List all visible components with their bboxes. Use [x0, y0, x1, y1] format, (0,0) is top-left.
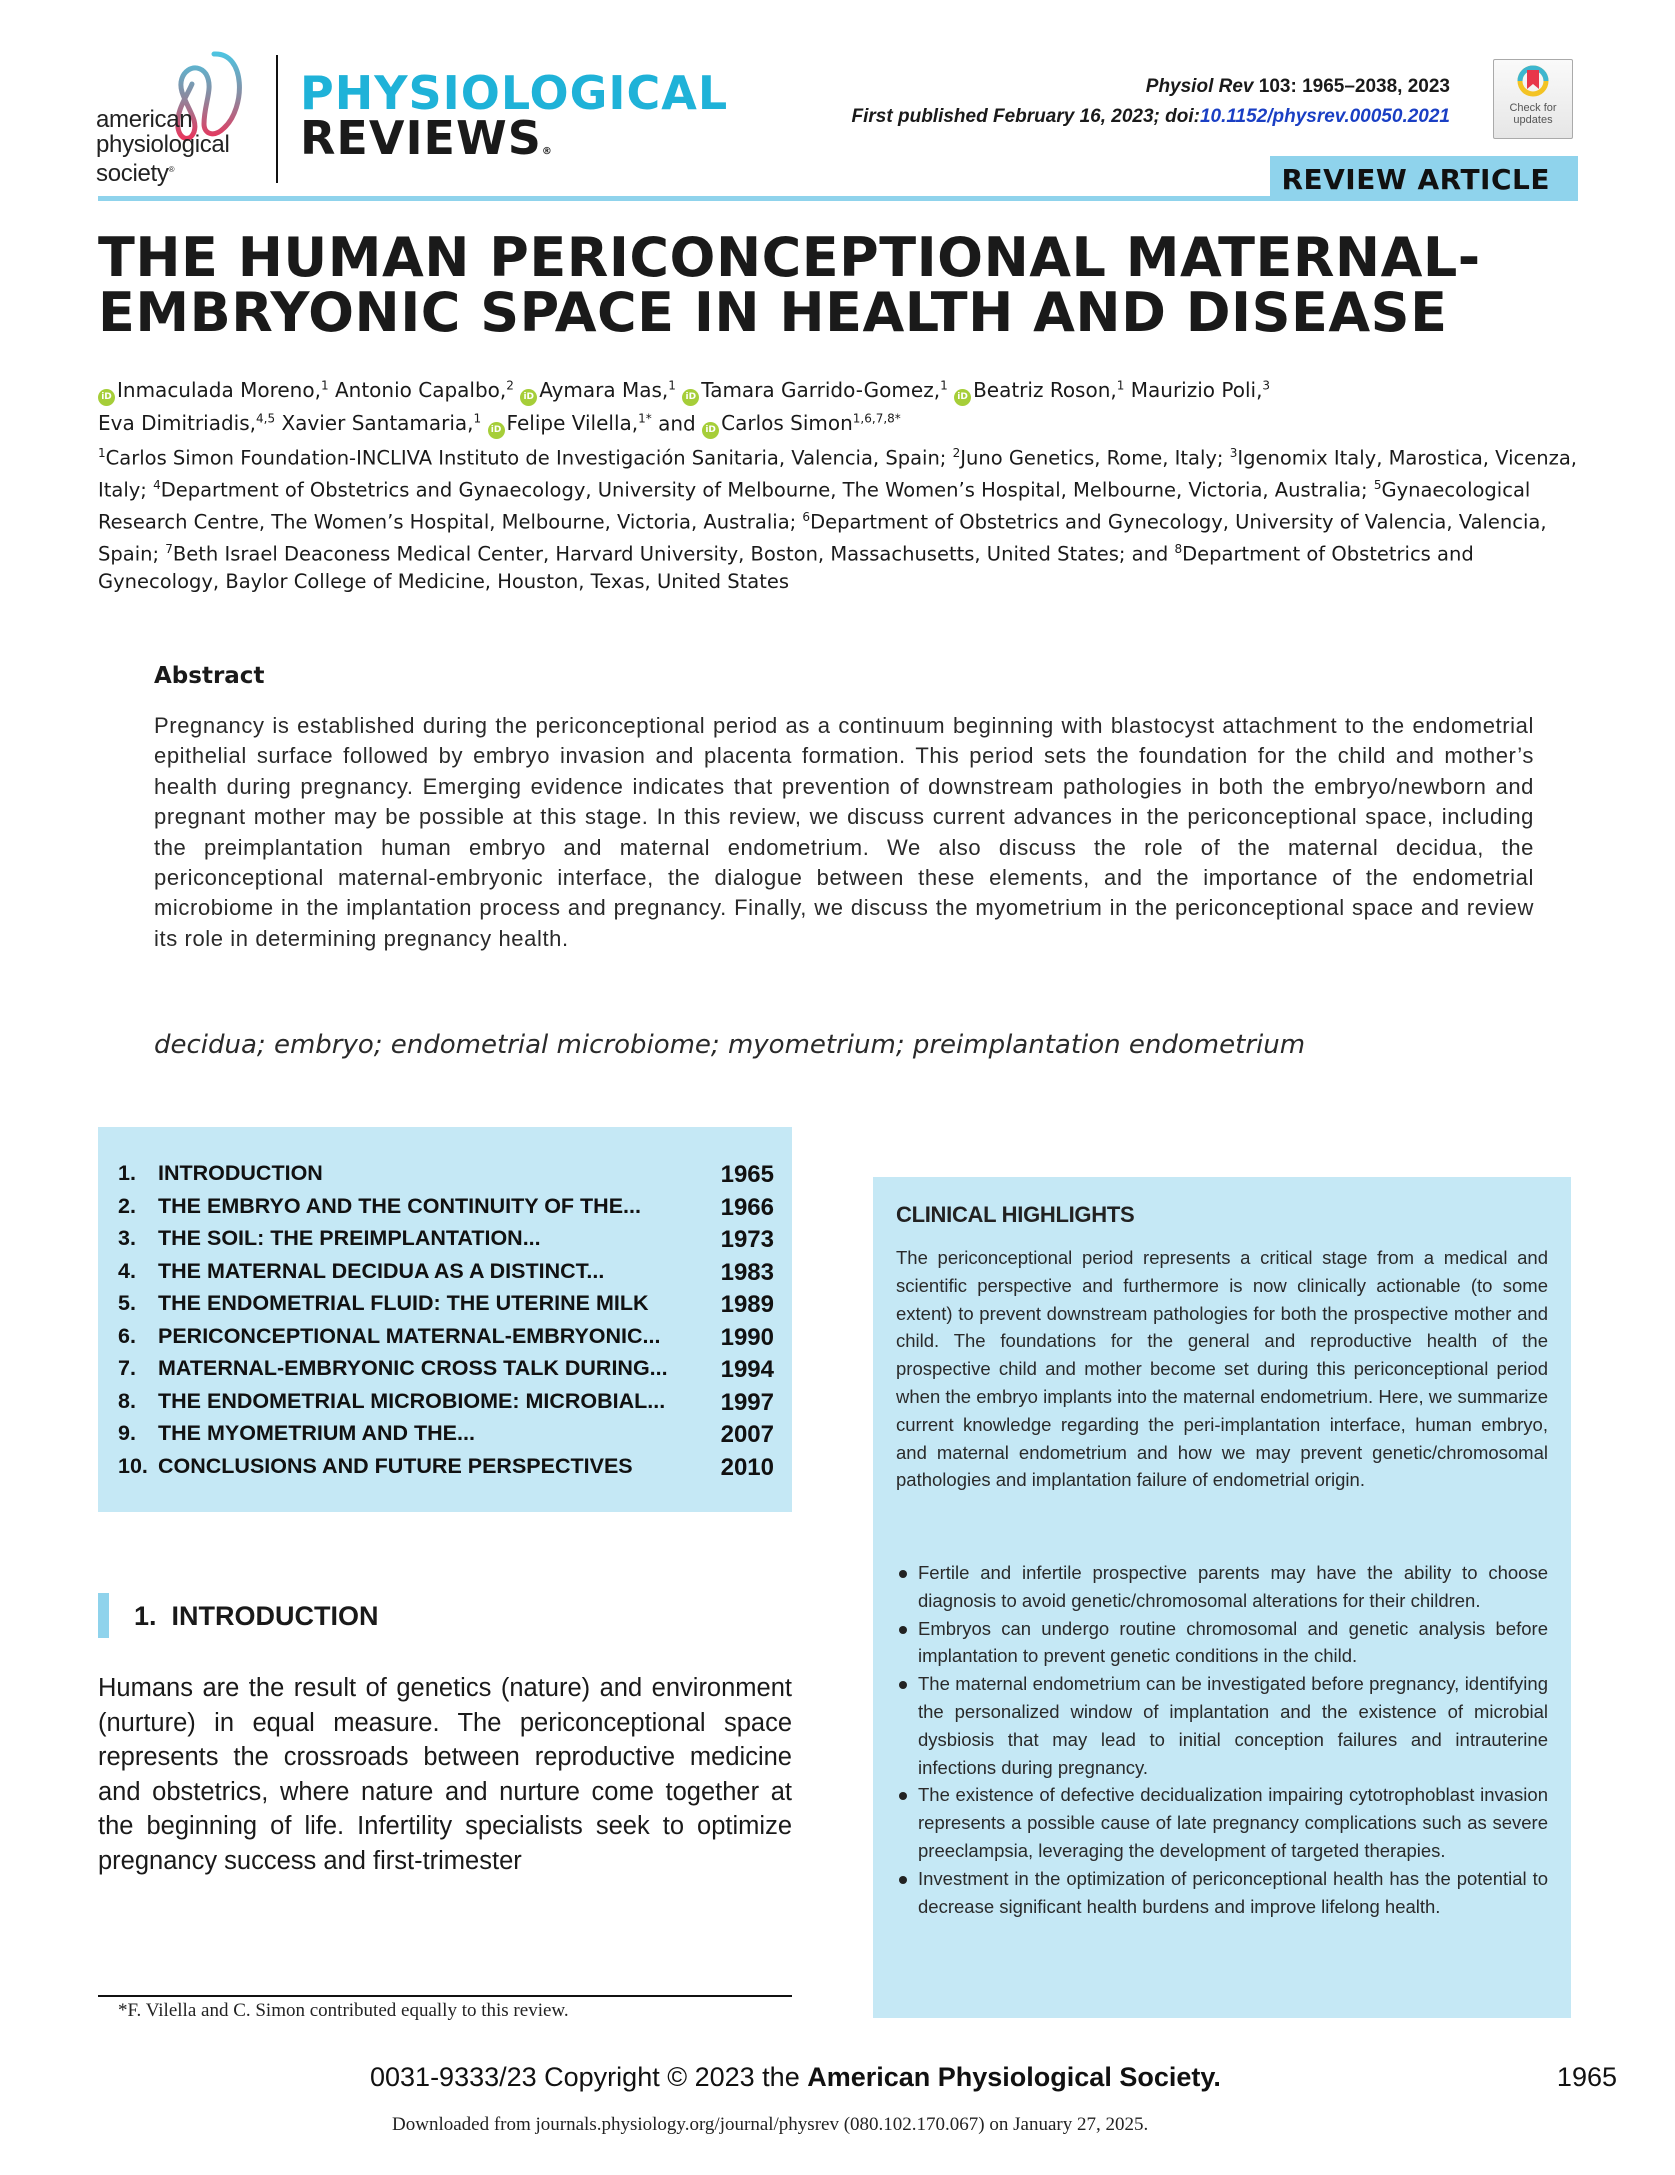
check-updates-line: updates [1513, 114, 1553, 126]
clinical-highlight-item [896, 1615, 1548, 1671]
affiliation-number: 1 [98, 446, 106, 460]
toc-entry-number: 5. [118, 1291, 136, 1315]
orcid-icon[interactable]: iD [702, 422, 719, 439]
copyright-owner: American Physiological Society. [807, 2062, 1221, 2092]
journal-name-line2 [300, 111, 553, 175]
registered-mark: ® [541, 146, 553, 157]
article-type-badge [1270, 156, 1578, 201]
toc-entry[interactable] [118, 1356, 774, 1389]
copyright-line [370, 2062, 1221, 2093]
keywords: decidua; embryo; endometrial microbiome; myometrium; preimplantation endometrium [154, 1030, 1306, 1060]
toc-entry-page: 1989 [720, 1291, 774, 1318]
toc-entry[interactable] [118, 1291, 774, 1324]
toc-entry-page: 1973 [720, 1226, 774, 1253]
author-name: Maurizio Poli, [1130, 377, 1263, 402]
author[interactable] [702, 411, 901, 435]
author-affiliation-ref: 1 [320, 378, 329, 392]
clinical-highlights-heading: CLINICAL HIGHLIGHTS [896, 1202, 1135, 1227]
affiliations [98, 440, 1578, 596]
toc-entry-label: THE MYOMETRIUM AND THE... [158, 1421, 475, 1445]
author-name: Xavier Santamaria, [281, 411, 474, 436]
toc-entry[interactable] [118, 1389, 774, 1422]
toc-entry[interactable] [118, 1226, 774, 1259]
clinical-highlight-text: Fertile and infertile prospective parents may have the ability to choose diagnosis to avoid genetic/chromosomal alterations for their children. [918, 1562, 1548, 1611]
affiliation-number: 7 [165, 542, 173, 556]
author-name: Antonio Capalbo, [334, 377, 507, 402]
toc-entry-page: 1990 [720, 1323, 774, 1351]
author-affiliation-ref: 1,6,7,8* [852, 411, 901, 426]
abstract-text: Pregnancy is established during the periconceptional period as a continuum beginning with blastocyst attachment to the endometrial epithelial surface followed by embryo invasion and placenta formation. This period sets the foundation for the child and mother’s health during pregnancy. Emerging evidence indicates that prevention of downstream pathologies in both the embryo/newborn and pregnant mother may be possible at this stage. In this review, we discuss current advances in the periconceptional space, including the preimplantation human embryo and maternal endometrium. We also discuss the role of the maternal decidua, the periconceptional maternal-embryonic interface, the dialogue between these elements, and the importance of the endometrial microbiome in the implantation process and pregnancy. Finally, we discuss the myometrium in the periconceptional space and review its role in determining pregnancy health. [154, 713, 1534, 951]
clinical-highlights-box [873, 1177, 1571, 2018]
toc-entry-number: 8. [118, 1388, 136, 1413]
author-name: Felipe Vilella, [506, 411, 639, 436]
crossmark-icon [1516, 64, 1550, 98]
bullet-icon [899, 1626, 907, 1634]
citation-journal: Physiol Rev [1145, 76, 1254, 97]
bullet-icon [899, 1876, 907, 1884]
author-name: Aymara Mas, [539, 377, 669, 402]
orcid-icon[interactable]: iD [682, 389, 699, 406]
toc-entry-page: 2007 [720, 1421, 774, 1448]
author-conjunction: and [658, 411, 696, 436]
toc-entry[interactable] [118, 1161, 774, 1194]
toc-entry-number: 7. [118, 1356, 136, 1380]
affiliation-text: Juno Genetics, Rome, Italy; [960, 446, 1230, 470]
author[interactable] [335, 378, 514, 402]
bullet-icon [899, 1792, 907, 1800]
orcid-icon[interactable]: iD [954, 389, 971, 406]
affiliation-number: 5 [1373, 478, 1382, 492]
author-affiliation-ref: 1 [1116, 378, 1125, 392]
society-name-line: society [96, 160, 169, 187]
toc-entry-page: 1983 [720, 1258, 774, 1286]
society-name [96, 107, 230, 186]
section-heading-introduction: 1. INTRODUCTION [134, 1601, 379, 1631]
author-name: Eva Dimitriadis, [98, 411, 256, 436]
toc-entry-page: 1997 [720, 1388, 774, 1416]
toc-entry-number: 2. [118, 1193, 136, 1218]
affiliation-text: Igenomix Italy, Marostica, Vicenza, Italy; [98, 446, 1577, 502]
author-list [98, 372, 1578, 439]
page-number: 1965 [1556, 2062, 1617, 2092]
article-title: THE HUMAN PERICONCEPTIONAL MATERNAL-EMBRYONIC SPACE IN HEALTH AND DISEASE [98, 226, 1481, 344]
affiliation-text: Beth Israel Deaconess Medical Center, Harvard University, Boston, Massachusetts, United States; and [172, 542, 1175, 566]
clinical-highlight-item [896, 1559, 1548, 1615]
author[interactable] [954, 378, 1124, 402]
toc-entry[interactable] [118, 1421, 774, 1454]
affiliation-text: Department of Obstetrics and Gynaecology, University of Melbourne, The Women’s Hospital, Melbourne, Victoria, Australia; [160, 478, 1374, 502]
affiliation-number: 3 [1229, 446, 1238, 460]
affiliation-number: 4 [153, 478, 161, 492]
author-affiliation-ref: 3 [1262, 378, 1271, 392]
clinical-highlight-text: Embryos can undergo routine chromosomal and genetic analysis before implantation to prevent genetic conditions in the child. [918, 1617, 1548, 1667]
author[interactable] [98, 378, 329, 402]
check-for-updates-label [1494, 102, 1572, 126]
affiliation-number: 6 [802, 510, 811, 524]
affiliation-text: Department of Obstetrics and Gynecology, University of Valencia, Valencia, Spain; [98, 510, 1547, 566]
author[interactable] [281, 411, 481, 435]
abstract-heading: Abstract [154, 663, 265, 689]
copyright-text: 0031-9333/23 Copyright © 2023 the [370, 2062, 808, 2092]
author[interactable] [98, 411, 275, 435]
clinical-highlight-item [896, 1670, 1548, 1781]
toc-entry-number: 4. [118, 1258, 136, 1283]
toc-entry-label: THE MATERNAL DECIDUA AS A DISTINCT... [158, 1258, 605, 1283]
header-rule [98, 196, 1578, 201]
toc-entry-page: 1994 [720, 1356, 774, 1383]
citation-volume: 103: 1965–2038, 2023 [1258, 76, 1450, 97]
toc-entry-number: 10. [118, 1453, 148, 1478]
affiliation-text: Carlos Simon Foundation-INCLIVA Instituto de Investigación Sanitaria, Valencia, Spain; [105, 446, 953, 470]
toc-entry-page: 2010 [720, 1453, 774, 1481]
footnote-divider [98, 1995, 792, 1997]
author[interactable] [520, 378, 676, 402]
society-name-line: american [96, 106, 193, 133]
society-name-line: physiological [96, 131, 230, 158]
registered-mark: ® [168, 165, 175, 174]
author-affiliation-ref: 1 [940, 378, 948, 392]
footnote: *F. Vilella and C. Simon contributed equally to this review. [118, 2000, 569, 2021]
author-affiliation-ref: 1* [638, 411, 652, 426]
affiliation-number: 2 [952, 446, 961, 460]
journal-name-reviews: REVIEWS [300, 111, 542, 165]
toc-entry-label: THE ENDOMETRIAL FLUID: THE UTERINE MILK [158, 1291, 649, 1315]
author-name: Beatriz Roson, [973, 377, 1117, 402]
affiliation-text: Gynaecological Research Centre, The Women’s Hospital, Melbourne, Victoria, Australia; [98, 478, 1531, 534]
author-name: Inmaculada Moreno, [117, 377, 321, 402]
toc-entry-label: THE ENDOMETRIAL MICROBIOME: MICROBIAL... [158, 1388, 666, 1413]
download-notice: Downloaded from journals.physiology.org/journal/physrev (080.102.170.067) on January 27, 2025. [392, 2114, 1149, 2135]
affiliation-number: 8 [1174, 542, 1183, 556]
author-affiliation-ref: 2 [506, 378, 514, 392]
publication-line [852, 106, 1450, 128]
toc-entry-label: CONCLUSIONS AND FUTURE PERSPECTIVES [158, 1453, 633, 1478]
author[interactable] [1131, 378, 1270, 402]
citation-line [1146, 76, 1450, 98]
header-divider [276, 55, 278, 183]
author-affiliation-ref: 4,5 [256, 411, 276, 426]
orcid-icon[interactable]: iD [488, 422, 505, 439]
toc-entry[interactable] [118, 1259, 774, 1292]
toc-entry[interactable] [118, 1324, 774, 1357]
bullet-icon [899, 1681, 907, 1689]
author-affiliation-ref: 1 [473, 411, 482, 426]
orcid-icon[interactable]: iD [520, 389, 537, 406]
toc-entry-number: 6. [118, 1323, 136, 1348]
section-marker [98, 1593, 109, 1638]
toc-entry-page: 1965 [720, 1161, 774, 1188]
clinical-highlight-text: The maternal endometrium can be investigated before pregnancy, identifying the personalized window of implantation and the existence of microbial dysbiosis that may lead to initial conception failures and intrauterine infections during pregnancy. [918, 1673, 1548, 1778]
introduction-text: Humans are the result of genetics (nature) and environment (nurture) in equal measure. The periconceptional space represents the crossroads between reproductive medicine and obstetrics, where nature and nurture come together at the beginning of life. Infertility specialists seek to optimize pregnancy success and first-trimester [98, 1674, 792, 1875]
toc-entry-label: INTRODUCTION [158, 1161, 323, 1185]
author-name: Carlos Simon [721, 411, 853, 436]
affiliation-text: Department of Obstetrics and Gynecology, Baylor College of Medicine, Houston, Texas, United States [98, 542, 1474, 593]
toc-entry-label: MATERNAL-EMBRYONIC CROSS TALK DURING... [158, 1356, 668, 1380]
toc-entry[interactable] [118, 1194, 774, 1227]
clinical-highlight-text: The existence of defective decidualization impairing cytotrophoblast invasion represents a possible cause of late pregnancy complications such as severe preeclampsia, leveraging the development of targeted therapies. [918, 1784, 1548, 1861]
author[interactable] [488, 411, 652, 435]
toc-entry-number: 1. [118, 1161, 136, 1185]
clinical-highlights-intro: The periconceptional period represents a critical stage from a medical and scientific perspective and furthermore is now clinically actionable (to some extent) to prevent downstream pathologies for both the prospective mother and child. The foundations for the general and reproductive health of the prospective child and mother become set during this periconceptional period when the embryo implants into the maternal endometrium. Here, we summarize current knowledge regarding the peri-implantation interface, human embryo, and maternal endometrium and how we may prevent genetic/chromosomal pathologies and implantation failure of endometrial origin. [896, 1247, 1548, 1491]
doi-link[interactable]: 10.1152/physrev.00050.2021 [1199, 106, 1450, 127]
orcid-icon[interactable]: iD [98, 389, 115, 406]
clinical-highlights-list [896, 1559, 1548, 1920]
check-updates-line: Check for [1509, 102, 1557, 114]
check-for-updates-button[interactable] [1493, 59, 1573, 139]
clinical-highlight-item [896, 1781, 1548, 1864]
bullet-icon [899, 1570, 907, 1578]
toc-entry-label: THE EMBRYO AND THE CONTINUITY OF THE... [158, 1193, 641, 1218]
toc-entry-number: 9. [118, 1421, 136, 1445]
journal-name-line1: PHYSIOLOGICAL [300, 66, 729, 120]
table-of-contents [98, 1127, 792, 1512]
author[interactable] [682, 378, 947, 402]
toc-entry[interactable] [118, 1454, 774, 1487]
author-affiliation-ref: 1 [668, 378, 676, 392]
toc-entry-page: 1966 [720, 1193, 774, 1221]
article-type-label: REVIEW ARTICLE [1281, 163, 1550, 196]
toc-entry-label: THE SOIL: THE PREIMPLANTATION... [158, 1226, 541, 1250]
author-name: Tamara Garrido-Gomez, [701, 377, 941, 402]
toc-entry-label: PERICONCEPTIONAL MATERNAL-EMBRYONIC... [158, 1323, 661, 1348]
clinical-highlight-item [896, 1865, 1548, 1921]
first-published: First published February 16, 2023; doi: [851, 106, 1200, 127]
toc-entry-number: 3. [118, 1226, 136, 1250]
clinical-highlight-text: Investment in the optimization of periconceptional health has the potential to decrease significant health burdens and improve lifelong health. [918, 1867, 1548, 1917]
